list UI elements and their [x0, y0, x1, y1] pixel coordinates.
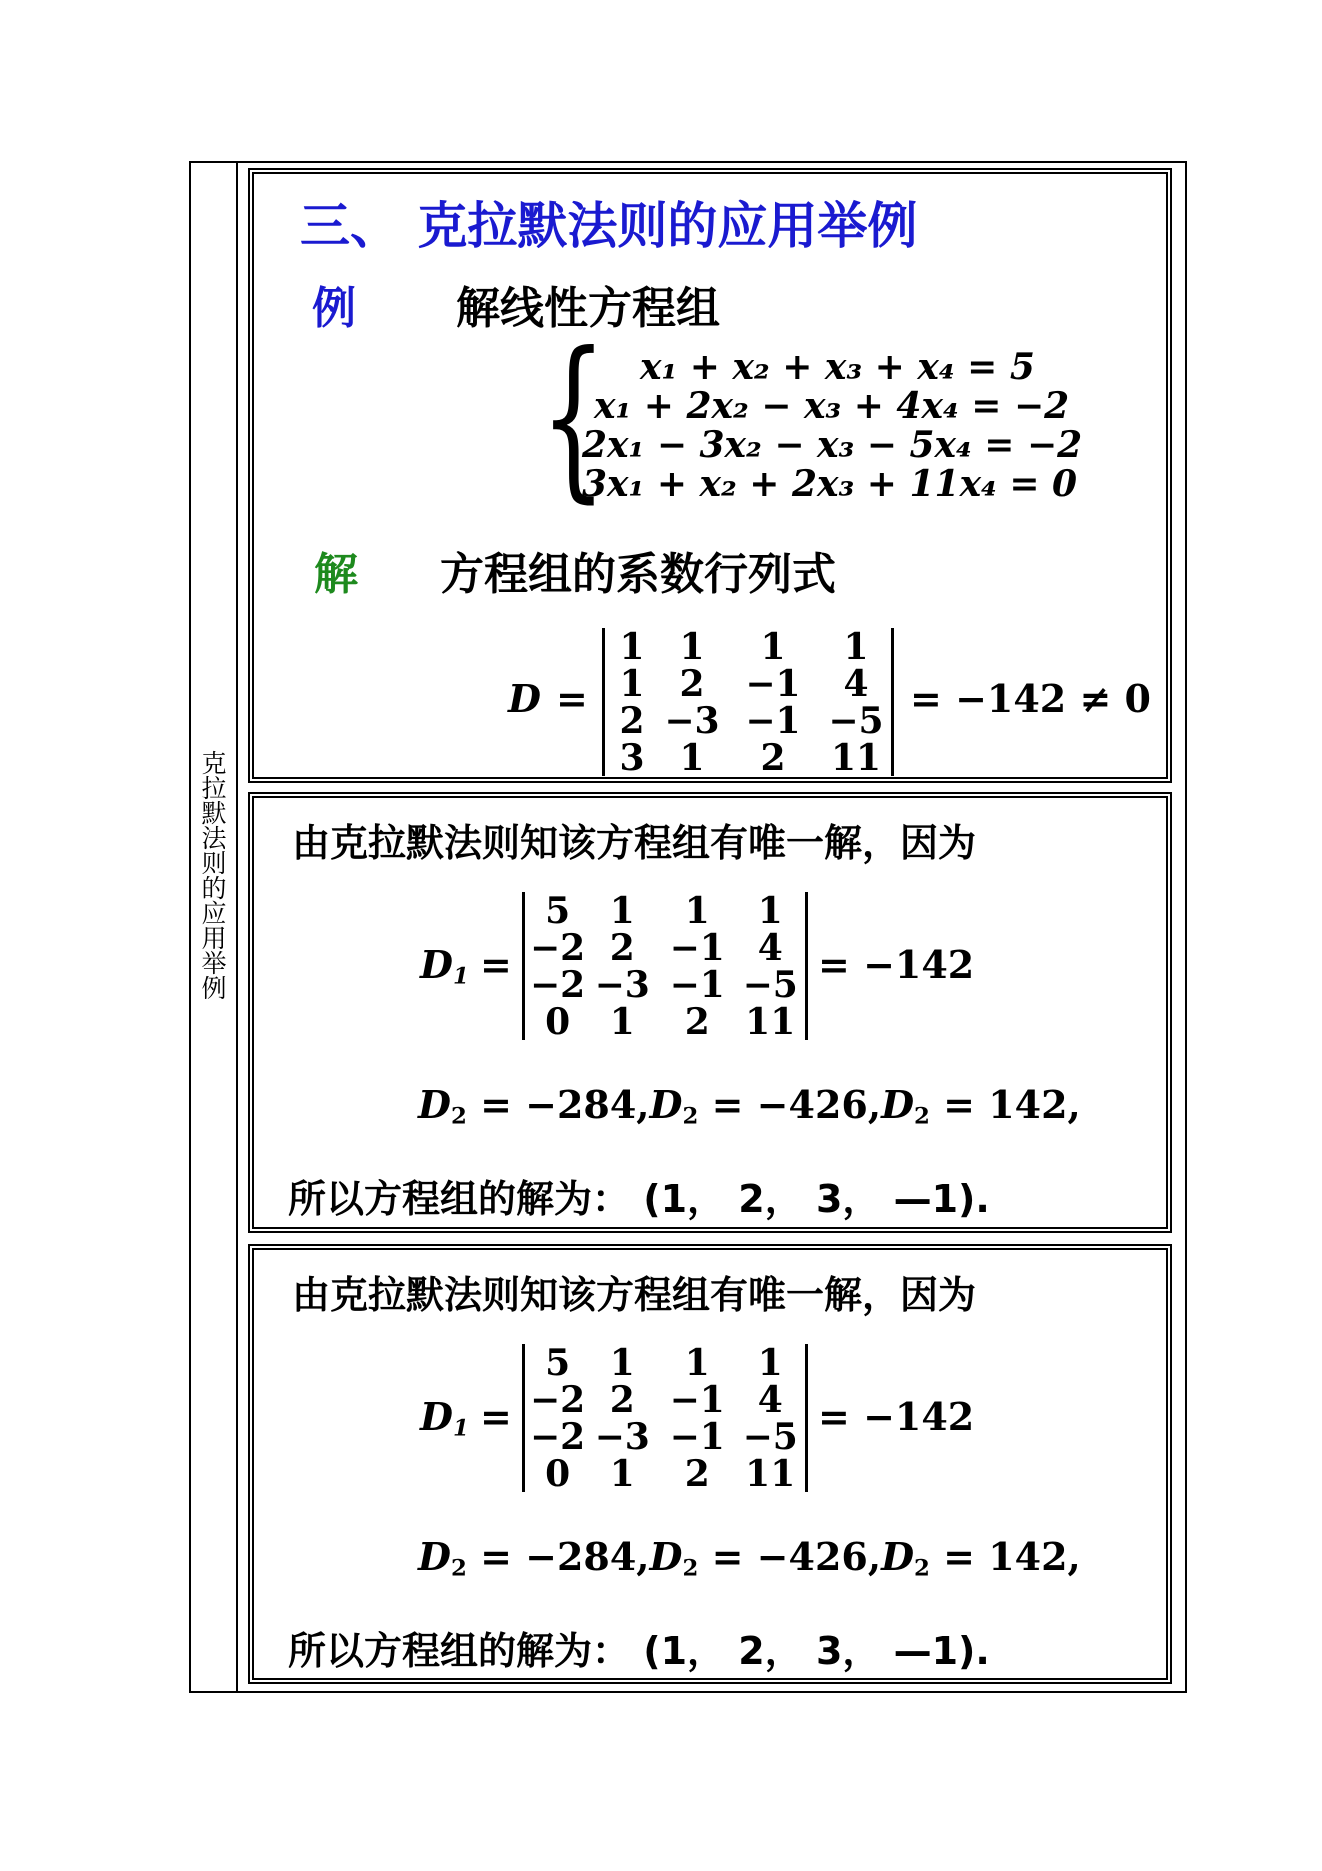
- matrix-cell: −1: [745, 699, 801, 742]
- matrix-cell: 1: [760, 625, 786, 668]
- panel1-det-D1-right-bar: [805, 892, 808, 1040]
- matrix-cell: 0: [545, 1000, 571, 1043]
- matrix-cell: 1: [684, 889, 710, 932]
- det-D-result: = −142 ≠ 0: [910, 676, 1151, 721]
- matrix-cell: 5: [545, 889, 571, 932]
- matrix-cell: 2: [609, 926, 635, 969]
- panel2-d3-value: = −426,: [711, 1534, 882, 1579]
- matrix-cell: 0: [545, 1452, 571, 1495]
- equation-1: x₁ + x₂ + x₃ + x₄ = 5: [640, 346, 1035, 388]
- matrix-cell: 2: [679, 662, 705, 705]
- matrix-cell: −3: [594, 963, 650, 1006]
- matrix-row: [530, 1418, 805, 1455]
- matrix-cell: 1: [609, 1452, 635, 1495]
- panel2-other-dets: [418, 1534, 1081, 1582]
- panel2-det-D1: [522, 1341, 812, 1495]
- panel2-d2-value: = −284,: [480, 1534, 650, 1579]
- panel1-d1-equals: =: [480, 942, 512, 987]
- panel2-intro: 由克拉默法则知该方程组有唯一解，因为: [292, 1273, 977, 1317]
- matrix-cell: −2: [530, 926, 586, 969]
- matrix-cell: 4: [843, 662, 869, 705]
- matrix-cell: −1: [669, 963, 725, 1006]
- matrix-cell: −5: [828, 699, 884, 742]
- matrix-row: [530, 929, 805, 966]
- panel1-d2-name: D: [418, 1082, 451, 1127]
- panel1-d1-name: [420, 942, 469, 990]
- matrix-cell: −3: [664, 699, 720, 742]
- det-D-matrix: [612, 625, 898, 779]
- det-D: [602, 625, 900, 779]
- matrix-cell: 4: [757, 926, 783, 969]
- section-title: 三、 克拉默法则的应用举例: [300, 197, 918, 255]
- panel2-d3-name: D: [649, 1534, 683, 1579]
- matrix-cell: −2: [530, 1378, 586, 1421]
- panel2-d1-result: = −142: [818, 1394, 975, 1439]
- matrix-row: [530, 1003, 805, 1040]
- panel1-det-D1-left-bar: [522, 892, 525, 1040]
- panel1-d3-name: D: [649, 1082, 683, 1127]
- matrix-cell: 1: [619, 662, 645, 705]
- matrix-row: [530, 1455, 805, 1492]
- matrix-cell: 2: [609, 1378, 635, 1421]
- matrix-cell: 1: [609, 1000, 635, 1043]
- matrix-cell: 2: [684, 1452, 710, 1495]
- equation-system: [582, 348, 1162, 504]
- panel1-intro: 由克拉默法则知该方程组有唯一解，因为: [292, 821, 977, 865]
- panel2-conclusion: 所以方程组的解为： (1， 2， 3， —1).: [288, 1629, 990, 1673]
- matrix-cell: 11: [830, 736, 882, 779]
- matrix-cell: 2: [619, 699, 645, 742]
- panel1-d3-value: = −426,: [711, 1082, 882, 1127]
- panel2-det-D1-right-bar: [805, 1344, 808, 1492]
- det-D-name: D: [508, 676, 541, 721]
- matrix-cell: 1: [679, 736, 705, 779]
- panel1-det-D1-matrix: [530, 889, 805, 1043]
- matrix-cell: 1: [619, 625, 645, 668]
- equation-system-brace: {: [540, 316, 607, 519]
- matrix-cell: 1: [684, 1341, 710, 1384]
- matrix-cell: 11: [745, 1000, 796, 1043]
- panel2-d1-letter: D: [420, 1394, 453, 1439]
- panel1-det-D1: [522, 889, 812, 1043]
- panel1-d3-sub: 2: [682, 1103, 699, 1130]
- matrix-cell: −2: [530, 1415, 586, 1458]
- panel2-d2-name: D: [418, 1534, 451, 1579]
- matrix-cell: −5: [742, 1415, 798, 1458]
- equation-4: 3x₁ + x₂ + 2x₃ + 11x₄ = 0: [582, 463, 1078, 505]
- matrix-cell: 1: [679, 625, 705, 668]
- panel2-det-D1-matrix: [530, 1341, 805, 1495]
- matrix-row: [530, 1381, 805, 1418]
- det-D-right-bar: [891, 628, 894, 776]
- matrix-cell: −1: [669, 1415, 725, 1458]
- matrix-row: [530, 892, 805, 929]
- matrix-cell: 1: [609, 1341, 635, 1384]
- equation-2: x₁ + 2x₂ − x₃ + 4x₄ = −2: [594, 385, 1070, 427]
- panel1-d4-value: = 142,: [943, 1082, 1081, 1127]
- panel2-d2-sub: 2: [450, 1555, 467, 1582]
- matrix-row: [612, 739, 898, 776]
- matrix-cell: −3: [594, 1415, 650, 1458]
- matrix-row: [530, 1344, 805, 1381]
- matrix-cell: −1: [745, 662, 801, 705]
- panel2-d3-sub: 2: [682, 1555, 699, 1582]
- panel1-d4-name: D: [881, 1082, 915, 1127]
- matrix-cell: 1: [843, 625, 869, 668]
- example-text: 解线性方程组: [456, 283, 720, 334]
- panel2-d1-equals: =: [480, 1394, 512, 1439]
- matrix-cell: 11: [745, 1452, 796, 1495]
- matrix-row: [612, 628, 898, 665]
- matrix-row: [612, 702, 898, 739]
- panel1-d1-result: = −142: [818, 942, 975, 987]
- panel1-d1-letter: D: [420, 942, 453, 987]
- side-column-divider: [236, 161, 238, 1693]
- matrix-cell: −2: [530, 963, 586, 1006]
- equation-3: 2x₁ − 3x₂ − x₃ − 5x₄ = −2: [582, 424, 1083, 466]
- panel2-d4-value: = 142,: [943, 1534, 1081, 1579]
- panel1-conclusion: 所以方程组的解为： (1， 2， 3， —1).: [288, 1177, 990, 1221]
- det-D-equals: =: [556, 676, 588, 721]
- matrix-cell: 2: [684, 1000, 710, 1043]
- panel2-det-D1-left-bar: [522, 1344, 525, 1492]
- matrix-cell: −1: [669, 926, 725, 969]
- panel2-d1-name: [420, 1394, 469, 1442]
- matrix-cell: 4: [757, 1378, 783, 1421]
- matrix-cell: −1: [669, 1378, 725, 1421]
- panel2-d1-sub: 1: [452, 1415, 469, 1442]
- panel1-other-dets: [418, 1082, 1081, 1130]
- det-D-left-bar: [602, 628, 605, 776]
- solution-label: 解: [314, 549, 358, 600]
- matrix-cell: 2: [760, 736, 786, 779]
- matrix-cell: 1: [757, 889, 783, 932]
- panel1-d2-sub: 2: [450, 1103, 467, 1130]
- panel1-d1-sub: 1: [452, 963, 469, 990]
- matrix-cell: 5: [545, 1341, 571, 1384]
- matrix-row: [530, 966, 805, 1003]
- panel2-d4-sub: 2: [914, 1555, 930, 1582]
- side-column-label: 克拉默法则的应用举例: [198, 750, 227, 1000]
- panel1-d2-value: = −284,: [480, 1082, 650, 1127]
- solution-text: 方程组的系数行列式: [440, 549, 836, 600]
- matrix-row: [612, 665, 898, 702]
- panel1-d4-sub: 2: [914, 1103, 930, 1130]
- matrix-cell: −5: [742, 963, 798, 1006]
- example-label: 例: [312, 283, 356, 334]
- matrix-cell: 1: [609, 889, 635, 932]
- panel2-d4-name: D: [881, 1534, 915, 1579]
- matrix-cell: 1: [757, 1341, 783, 1384]
- matrix-cell: 3: [619, 736, 645, 779]
